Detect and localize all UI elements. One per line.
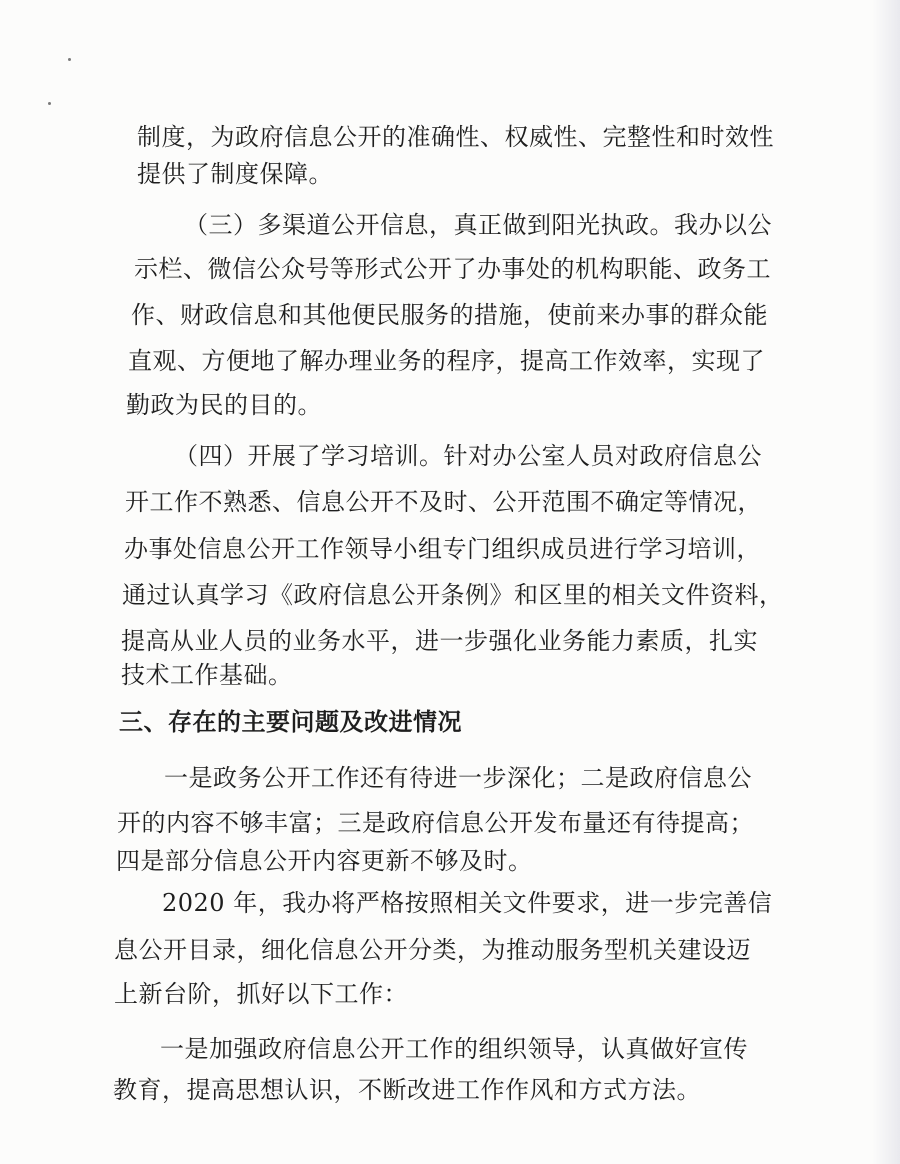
- paragraph-6-line-0: 一是加强政府信息公开工作的组织领导，认真做好宣传: [160, 1035, 748, 1063]
- paragraph-6-line-1: 教育，提高思想认识，不断改进工作作风和方式方法。: [113, 1076, 701, 1104]
- scan-speck: [68, 58, 71, 61]
- paragraph-2-line-3: 通过认真学习《政府信息公开条例》和区里的相关文件资料，: [122, 581, 784, 609]
- paragraph-4-line-0: 一是政务公开工作还有待进一步深化；二是政府信息公: [164, 764, 752, 792]
- paragraph-2-line-5: 技术工作基础。: [121, 661, 293, 689]
- paragraph-2-line-4: 提高从业人员的业务水平，进一步强化业务能力素质，扎实: [121, 627, 758, 655]
- paragraph-1-line-3: 直观、方便地了解办理业务的程序，提高工作效率，实现了: [128, 347, 765, 375]
- paragraph-1-line-0: （三）多渠道公开信息，真正做到阳光执政。我办以公: [184, 211, 772, 239]
- scan-edge-shadow: [872, 0, 900, 1164]
- section-heading-problems: 三、存在的主要问题及改进情况: [119, 708, 462, 736]
- paragraph-2-line-2: 办事处信息公开工作领导小组专门组织成员进行学习培训，: [124, 535, 761, 563]
- paragraph-4-line-2: 四是部分信息公开内容更新不够及时。: [116, 847, 533, 875]
- paragraph-5-line-2: 上新台阶，抓好以下工作：: [114, 980, 408, 1008]
- paragraph-5-line-0: 2020 年，我办将严格按照相关文件要求，进一步完善信: [162, 889, 773, 917]
- paragraph-5-line-1: 息公开目录，细化信息公开分类，为推动服务型机关建设迈: [114, 936, 751, 964]
- paragraph-1-line-1: 示栏、微信公众号等形式公开了办事处的机构职能、政务工: [134, 255, 771, 283]
- scan-speck: [48, 102, 51, 105]
- paragraph-2-line-1: 开工作不熟悉、信息公开不及时、公开范围不确定等情况，: [125, 488, 762, 516]
- paragraph-4-line-1: 开的内容不够丰富；三是政府信息公开发布量还有待提高；: [117, 809, 754, 837]
- paragraph-1-line-2: 作、财政信息和其他便民服务的措施，使前来办事的群众能: [131, 301, 768, 329]
- paragraph-0-line-0: 制度，为政府信息公开的准确性、权威性、完整性和时效性: [137, 123, 774, 151]
- paragraph-1-line-4: 勤政为民的目的。: [126, 391, 322, 419]
- paragraph-2-line-0: （四）开展了学习培训。针对办公室人员对政府信息公: [174, 442, 762, 470]
- paragraph-0-line-1: 提供了制度保障。: [137, 160, 333, 188]
